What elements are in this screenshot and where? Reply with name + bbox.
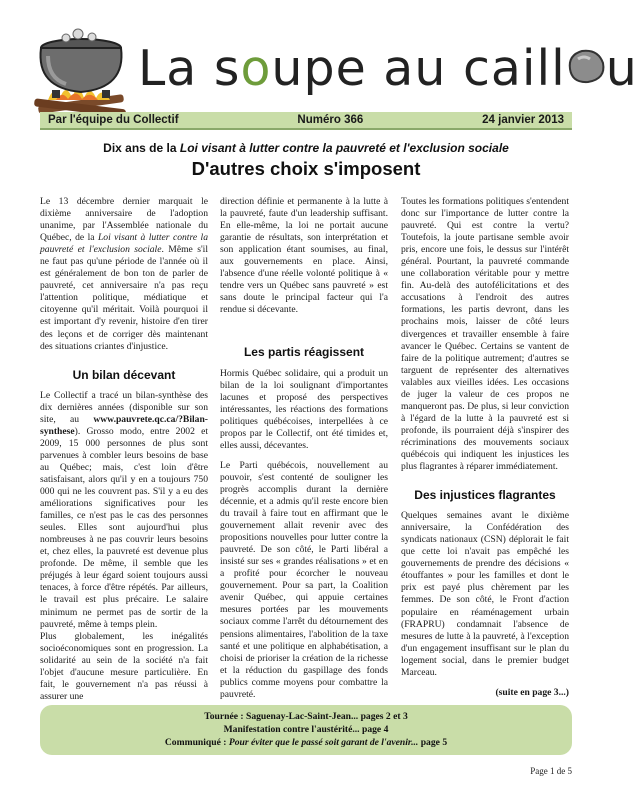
column-2 xyxy=(220,196,388,701)
paragraph: Le Collectif a tracé un bilan-synthèse des dix dernières années (disponible sur son site, au www.pauvrete.qc.ca/?Bilan-synthese). Grosso modo, entre 2002 et 2009, 15 000 personnes de plus sont parvenues à combler leurs besoins de base au Québec; mais, c'est loin d'être satisfaisant, alors qu'il y en a toujours 750 000 qui ne les couvrent pas. S'il y a eu des améliorations significatives pour les familles, ce n'est pas le cas des personnes seules. Elles sont aujourd'hui plus nombreuses à ne pas couvrir leurs besoins et, chez elles, la pauvreté est devenue plus profonde. De même, il semble que les préjugés à leur égard soient toujours aussi tenaces, à force d'être répétés. Par ailleurs, le travail est plus précaire. Le salaire minimum ne permet pas de sortir de la pauvreté, même à temps plein. xyxy=(40,389,208,630)
kicker-text: Dix ans de la xyxy=(103,141,180,155)
cauldron-logo-icon xyxy=(26,26,136,118)
paragraph: Hormis Québec solidaire, qui a produit un bilan de la loi soulignant d'importantes lacunes et proposé des perspectives intéressantes, les réactions des formations politiques québécoises, interpellées à ce propos par le Collectif, ont été timides et, elles aussi, décevantes. xyxy=(220,367,388,451)
continued-note: (suite en page 3...) xyxy=(495,686,569,698)
issue-author: Par l'équipe du Collectif xyxy=(48,114,179,126)
section-heading: Les partis réagissent xyxy=(243,345,365,360)
paragraph: Le 13 décembre dernier marquait le dixième anniversaire de l'adoption unanime, par l'Assemblée nationale du Québec, de la Loi visant à lutter contre la pauvreté et l'exclusion sociale. Même s'il ne faut pas qu'une période de l'année où il est généralement de bon ton de parler de pauvreté, cet anniversaire n'a pas reçu l'attention politique, médiatique et citoyenne qu'il méritait. Voilà pourquoi il est important d'y revenir, histoire d'en tirer des leçons et de corriger dès maintenant des situations criantes d'injustice. xyxy=(40,196,209,352)
paragraph: Quelques semaines avant le dixième anniversaire, la Confédération des syndicats nationaux (CSN) déplorait le fait que cette loi n'avait pas empêché les gouvernements de prendre des décisions « étouffantes » pour les familles et dont le prix est payé plus chèrement par les femmes. De son côté, le Front d'action populaire en réaménagement urbain (FRAPRU) condamnait l'absence de mesures de lutte à la pauvreté, à l'exception d'un engagement insuffisant sur le plan du logement social, dans le premier budget Marceau. xyxy=(401,510,569,678)
issue-date: 24 janvier 2013 xyxy=(482,114,564,126)
column-1 xyxy=(40,196,208,703)
masthead-title xyxy=(138,40,638,97)
issue-band xyxy=(40,112,572,130)
masthead xyxy=(18,14,638,110)
paragraph: Plus globalement, les inégalités socioéconomiques sont en progression. La solidarité au sein de la société n'a fait l'objet d'aucune mesure particulière. En fait, le gouvernement n'a pas réussi à assurer une xyxy=(40,630,208,702)
paragraph: Toutes les formations politiques s'entendent donc sur l'importance de lutter contre la pauvreté. Qui est contre la vertu? Toutefois, la joute partisane semble avoir pris, encore une fois, le dessus sur l'intérêt général. Pourtant, la pauvreté commande une collaboration véritable pour y mettre fin. Au-delà des autofélicitations et des accusations à l'endroit des autres formations, les partis devront, dans les prochains mois, laisser de côté leurs divergences et travailler ensemble à faire avancer le Québec. Certains se vantent de faire de la politique autrement; d'autres se targuent de représenter des alternatives valables aux vieilles idées. Les occasions de juger la valeur de ces propos ne manqueront pas. De plus, si leur conviction à l'égard de la lutte à la pauvreté est si profonde, ils pourraient déjà s'inspirer des récriminations des mouvements sociaux québécois qui indiquent les injustices les plus flagrantes à réparer immédiatement. xyxy=(401,196,569,473)
section-heading: Un bilan décevant xyxy=(72,367,176,382)
contents-item[interactable]: Communiqué : Pour éviter que le passé soit garant de l'avenir... page 5 xyxy=(164,737,448,748)
issue-number: Numéro 366 xyxy=(297,114,364,126)
kicker-italic: Loi visant à lutter contre la pauvreté et l'exclusion sociale xyxy=(179,141,509,155)
article-kicker xyxy=(40,141,572,155)
title-part: u xyxy=(605,40,638,97)
section-heading: Des injustices flagrantes xyxy=(414,488,556,503)
page-number: Page 1 de 5 xyxy=(530,766,572,776)
paragraph: Le Parti québécois, nouvellement au pouvoir, s'est contenté de souligner les progrès accomplis durant la dernière décennie, et a admis qu'il reste encore bien du travail à faire tout en affirmant que le gouvernement allait revenir avec des propositions nouvelles pour lutter contre la pauvreté. De son côté, le Parti libéral a insisté sur ses « grandes réalisations » et en a profité pour écorcher le nouveau gouvernement. Pour sa part, la Coalition avenir Québec, qui appuie certaines mesures portées par les mouvements sociaux comme l'arrêt du détournement des pensions alimentaires, l'abolition de la taxe santé et une politique en alphabétisation, a choisi de prioriser la création de la richesse et la réduction du gaspillage des fonds publics comme moyens pour combattre la pauvreté. xyxy=(220,459,388,700)
contents-box xyxy=(40,705,572,755)
column-3 xyxy=(401,196,569,699)
bilan-link[interactable]: www.pauvrete.qc.ca/?Bilan-synthese xyxy=(40,413,208,437)
stone-icon xyxy=(566,47,606,85)
title-part: La s xyxy=(138,40,241,97)
contents-item[interactable]: Tournée : Saguenay-Lac-Saint-Jean... pages 2 et 3 xyxy=(204,711,408,722)
article-headline: D'autres choix s'imposent xyxy=(191,158,421,179)
title-green-o: o xyxy=(240,40,272,97)
contents-item[interactable]: Manifestation contre l'austérité... page 4 xyxy=(223,724,389,735)
title-part: upe au caill xyxy=(271,40,566,97)
paragraph: direction définie et permanente à la lutte à la pauvreté, faute d'un leadership suffisant. En elle-même, la loi ne portait aucune garantie de résultats, son interprétation et son application étant soumises, au final, aux gouvernements en place. Ainsi, l'absence d'une réelle volonté politique à « tendre vers un Québec sans pauvreté » est sans doute le principal facteur qui l'a rendue si décevante. xyxy=(220,196,388,316)
